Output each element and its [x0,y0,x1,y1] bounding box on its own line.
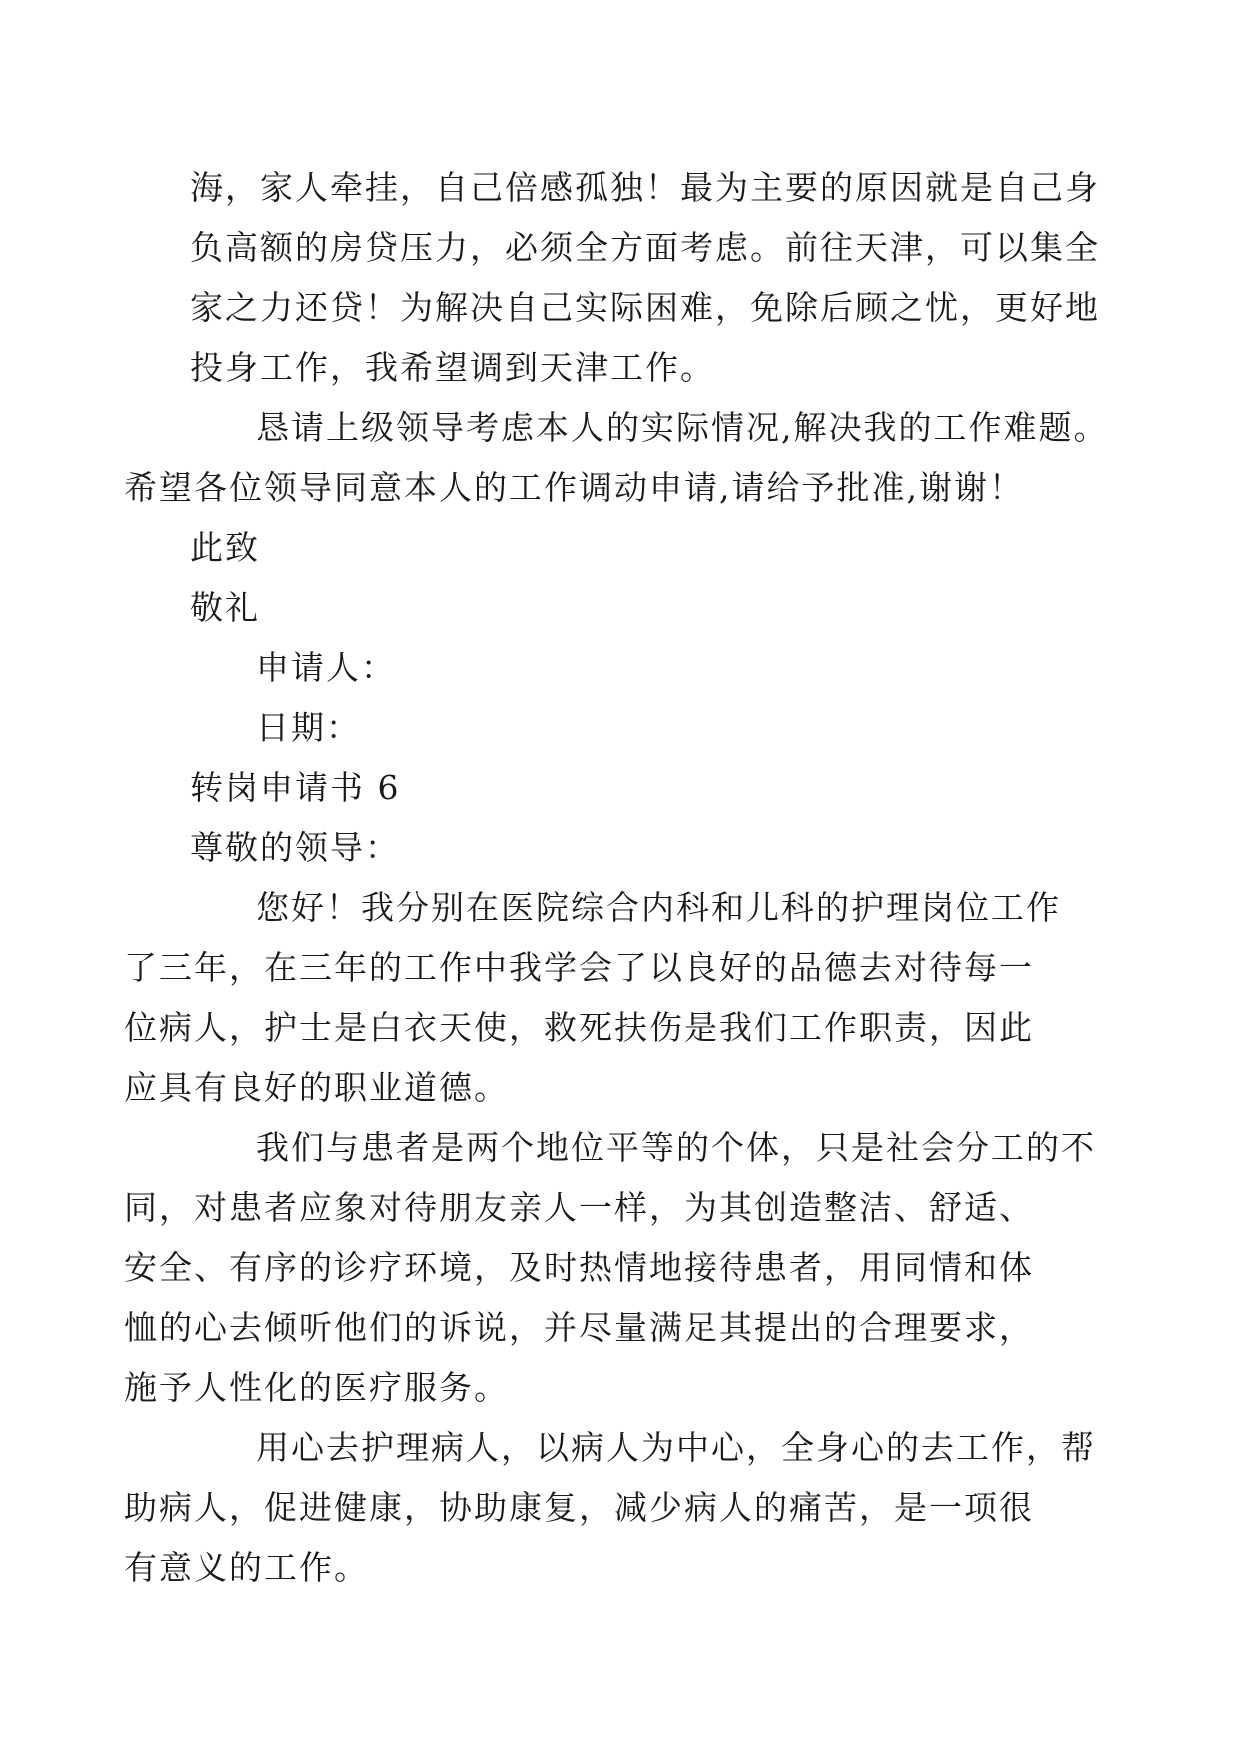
text-line: 负高额的房贷压力，必须全方面考虑。前往天津，可以集全 [190,228,1100,267]
text-line: 家之力还贷！为解决自己实际困难，免除后顾之忧，更好地 [190,288,1100,327]
text-line: 尊敬的领导： [190,828,400,867]
paragraph-intro [124,878,1070,1118]
closing-salutation [190,518,1070,578]
paragraph-patients [124,1118,1096,1418]
text-line: 用心去护理病人，以病人为中心，全身心的去工作，帮 [256,1428,1096,1467]
text-line: 恳请上级领导考虑本人的实际情况,解决我的工作难题。 [256,408,1109,447]
text-line: 安全、有序的诊疗环境，及时热情地接待患者，用同情和体 [124,1248,1034,1287]
paragraph-request [124,398,1109,518]
text-line: 此致 [190,528,260,567]
paragraph-care [124,1418,1096,1598]
text-line: 敬礼 [190,588,260,627]
text-line: 海，家人牵挂，自己倍感孤独！最为主要的原因就是自己身 [190,168,1100,207]
text-line: 助病人，促进健康，协助康复，减少病人的痛苦，是一项很 [124,1488,1034,1527]
text-line: 恤的心去倾听他们的诉说，并尽量满足其提出的合理要求， [124,1308,1034,1347]
text-line: 应具有良好的职业道德。 [124,1068,509,1107]
text-line: 位病人，护士是白衣天使，救死扶伤是我们工作职责，因此 [124,1008,1034,1047]
text-line: 您好！我分别在医院综合内科和儿科的护理岗位工作 [256,888,1061,927]
date-label [190,698,1070,758]
text-line: 投身工作，我希望调到天津工作。 [190,348,715,387]
text-line: 转岗申请书 6 [190,768,401,807]
text-line: 我们与患者是两个地位平等的个体，只是社会分工的不 [256,1128,1096,1167]
greeting [190,818,1070,878]
text-line: 同，对患者应象对待朋友亲人一样，为其创造整洁、舒适、 [124,1188,1034,1227]
text-line: 施予人性化的医疗服务。 [124,1368,509,1407]
text-line: 希望各位领导同意本人的工作调动申请,请给予批准,谢谢！ [124,468,1024,507]
document-body [124,158,1109,1598]
text-line: 日期： [256,708,361,747]
paragraph-housing-reason [190,158,1100,398]
closing-regards [190,578,1070,638]
applicant-label [190,638,1070,698]
section-title [190,758,1070,818]
text-line: 了三年，在三年的工作中我学会了以良好的品德去对待每一 [124,948,1034,987]
text-line: 申请人： [256,648,396,687]
text-line: 有意义的工作。 [124,1548,369,1587]
